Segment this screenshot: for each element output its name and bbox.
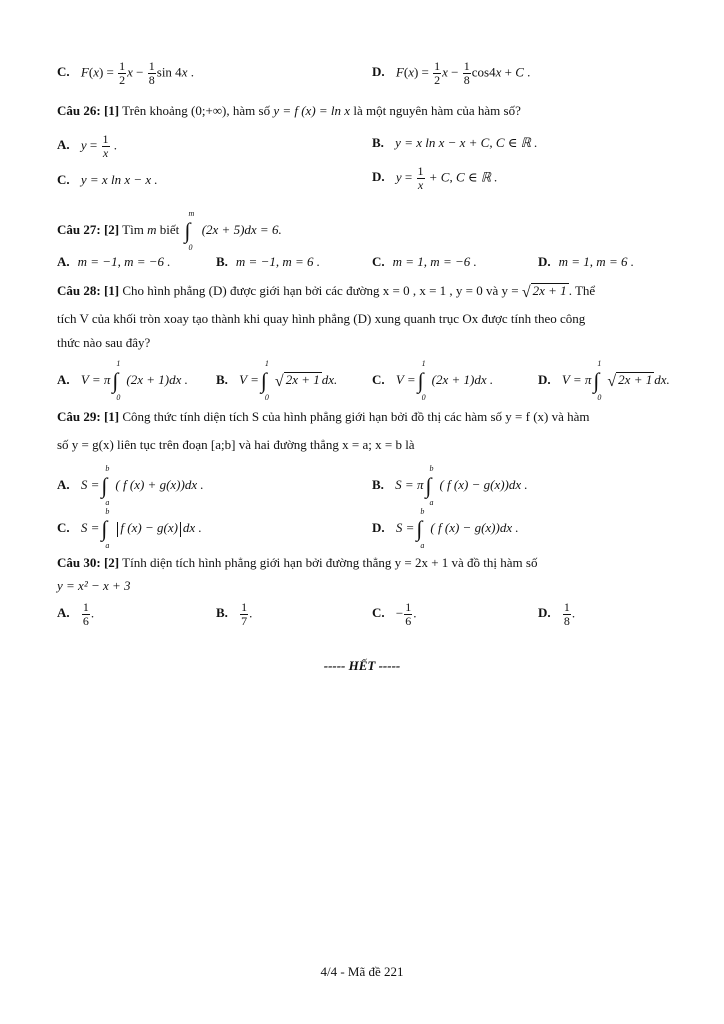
q28-option-b	[216, 359, 338, 402]
difficulty-level: [1]	[103, 103, 120, 118]
option-text: (2x + 1)dx .	[431, 371, 494, 387]
option-text: m = −1, m = −6 .	[77, 254, 171, 269]
option-label: C.	[57, 172, 70, 187]
q30-option-c: C. − $\frac{1}{6}$ .	[372, 600, 417, 628]
question-30	[57, 555, 537, 571]
sqrt-argument: 2x + 1	[285, 372, 320, 387]
question-28	[57, 283, 595, 301]
q30-option-a: A. $\frac{1}{6}$ .	[57, 600, 95, 628]
q27-option-d	[538, 254, 634, 270]
question-29	[57, 409, 590, 425]
option-text: V =	[239, 371, 259, 387]
option-label: C.	[372, 371, 385, 387]
option-text: V =	[395, 371, 416, 387]
option-text: y = x ln x − x + C, C ∈ ℝ .	[395, 135, 538, 150]
option-label: A.	[57, 605, 70, 621]
q28-option-c	[372, 359, 494, 402]
integral-sign: ∫ 1 0	[260, 359, 269, 402]
q25-option-d: D. F(x) = $\frac{1}{2}$ x − $\frac{1}{8}$ cos4x + C .	[372, 59, 531, 87]
option-label: D.	[538, 605, 551, 621]
difficulty-level: [1]	[103, 409, 120, 424]
q26-option-b	[372, 135, 537, 151]
page-footer: 4/4 - Mã đề 221	[320, 964, 404, 979]
question-number: Câu 29:	[57, 409, 101, 424]
q29-option-b	[372, 464, 528, 507]
option-label: B.	[216, 605, 228, 621]
integral-sign: ∫ m 0	[184, 209, 195, 252]
option-text: f (x) − g(x)	[120, 519, 178, 535]
q26-option-d: D. y = $\frac{1}{x}$ + C, C ∈ ℝ .	[372, 164, 498, 192]
option-text: dx .	[182, 519, 202, 535]
option-label: A.	[57, 476, 70, 492]
option-text: + C, C ∈ ℝ .	[428, 169, 498, 185]
minus-sign: −	[395, 605, 404, 621]
option-label: C.	[372, 254, 385, 269]
option-text: (2x + 1)dx .	[126, 371, 188, 387]
option-label: B.	[216, 254, 228, 269]
question-text: Công thức tính diện tích S của hình phẳng giới hạn bởi đồ thị các hàm số y = f (x) và hàm	[122, 409, 590, 424]
question-text: là một nguyên hàm của hàm số?	[353, 103, 521, 118]
question-text: biết	[159, 221, 180, 237]
q27-option-b	[216, 254, 320, 270]
option-label: C.	[57, 64, 70, 80]
option-text: m = −1, m = 6 .	[235, 254, 321, 269]
option-label: D.	[372, 519, 385, 535]
option-label: D.	[538, 254, 551, 269]
integral-sign: ∫ 1 0	[112, 359, 121, 402]
option-label: A.	[57, 371, 70, 387]
integral-sign: ∫ 1 0	[593, 359, 602, 402]
option-text: m = 1, m = −6 .	[392, 254, 477, 269]
option-label: D.	[538, 371, 551, 387]
integrand: (2x + 5)dx = 6.	[201, 221, 282, 237]
option-label: D.	[372, 169, 385, 185]
question-number: Câu 30:	[57, 555, 101, 570]
question-26	[57, 103, 521, 119]
q28-option-d	[538, 359, 670, 402]
q29-option-c	[57, 507, 202, 550]
question-text: Tính diện tích hình phẳng giới hạn bởi đường thẳng y = 2x + 1 và đồ thị hàm số	[122, 555, 538, 570]
q28-option-a	[57, 359, 188, 402]
option-text: ( f (x) + g(x))dx .	[115, 476, 204, 492]
option-text: S = π	[395, 476, 424, 492]
difficulty-level: [1]	[103, 283, 120, 298]
variable: m	[147, 221, 157, 237]
option-text: S =	[80, 519, 100, 535]
option-text: y = x ln x − x .	[80, 172, 158, 187]
question-28-line-2: tích V của khối tròn xoay tạo thành khi quay hình phẳng (D) xung quanh trục Ox được tính theo công	[57, 311, 586, 326]
option-text: ( f (x) − g(x))dx .	[430, 519, 519, 535]
option-label: A.	[57, 137, 70, 153]
question-27	[57, 209, 282, 252]
question-number: Câu 27:	[57, 221, 101, 237]
option-label: B.	[372, 135, 384, 150]
question-29-line-2: số y = g(x) liên tục trên đoạn [a;b] và hai đường thẳng x = a; x = b là	[57, 437, 415, 452]
question-number: Câu 26:	[57, 103, 101, 118]
sqrt-argument: 2x + 1	[618, 372, 653, 387]
option-label: B.	[216, 371, 228, 387]
absolute-bar	[180, 522, 181, 537]
option-text: S =	[395, 519, 415, 535]
difficulty-level: [2]	[103, 221, 120, 237]
q30-option-b: B. $\frac{1}{7}$ .	[216, 600, 253, 628]
option-text: S =	[80, 476, 100, 492]
q29-option-d	[372, 507, 519, 550]
sqrt-argument: 2x + 1	[532, 283, 567, 299]
sqrt-expression: √ 2x + 1	[274, 372, 320, 390]
integral-sign: ∫ b a	[416, 507, 425, 550]
function: y = f (x) = ln x	[273, 103, 351, 118]
absolute-bar	[117, 522, 118, 537]
end-of-exam-mark: ----- HẾT -----	[323, 658, 401, 673]
question-text: Cho hình phẳng (D) được giới hạn bởi các đường x = 0 , x = 1 , y = 0 và y =	[122, 283, 519, 298]
sqrt-expression: √ 2x + 1	[521, 283, 567, 302]
question-28-line-3: thức nào sau đây?	[57, 335, 151, 350]
option-text: dx.	[321, 371, 338, 387]
sqrt-expression: √ 2x + 1	[607, 372, 653, 390]
integral-sign: ∫ b a	[101, 507, 110, 550]
option-text: V = π	[561, 371, 592, 387]
question-number: Câu 28:	[57, 283, 101, 298]
q30-option-d: D. $\frac{1}{8}$ .	[538, 600, 576, 628]
option-text: V = π	[80, 371, 111, 387]
question-text: hàm số	[232, 103, 271, 118]
integral-sign: ∫ b a	[425, 464, 434, 507]
option-text: ( f (x) − g(x))dx .	[439, 476, 528, 492]
q26-option-c	[57, 172, 158, 188]
question-30-line-2: y = x² − x + 3	[57, 578, 131, 593]
q25-option-c: C. F(x) = $\frac{1}{2}$ x − $\frac{1}{8}$ sin 4x .	[57, 59, 194, 87]
integral-sign: ∫ 1 0	[417, 359, 426, 402]
question-text: . Thể	[568, 283, 596, 298]
difficulty-level: [2]	[103, 555, 120, 570]
option-label: A.	[57, 254, 70, 269]
option-label: D.	[372, 64, 385, 80]
q26-option-a: A. y = $\frac{1}{x}$ .	[57, 132, 118, 160]
option-text: m = 1, m = 6 .	[558, 254, 634, 269]
q27-option-c	[372, 254, 477, 270]
q27-option-a	[57, 254, 171, 270]
q29-option-a	[57, 464, 204, 507]
question-text: Tìm	[122, 221, 144, 237]
question-text: Trên khoảng	[122, 103, 188, 118]
integral-sign: ∫ b a	[101, 464, 110, 507]
option-label: B.	[372, 476, 384, 492]
option-text: dx.	[654, 371, 670, 387]
option-label: C.	[57, 519, 70, 535]
interval: (0;+∞),	[191, 103, 230, 118]
option-label: C.	[372, 605, 385, 621]
